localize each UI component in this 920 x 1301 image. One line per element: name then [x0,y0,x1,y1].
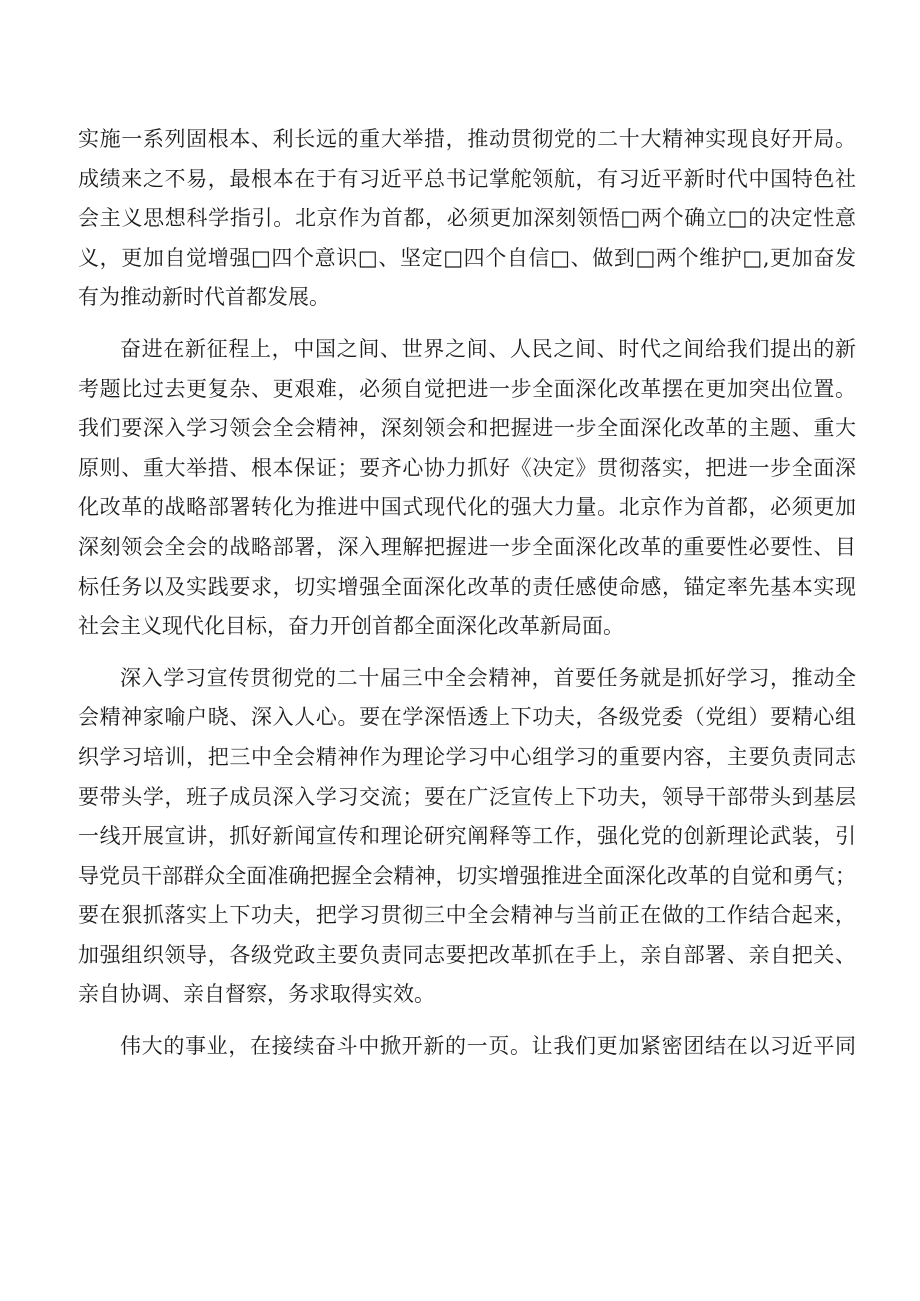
paragraph-4 [78,1027,856,1067]
text-line: 我们要深入学习领会全会精神，深刻领会和把握进一步全面深化改革的主题、重大 [78,416,856,441]
paragraph-gap [78,318,856,330]
text-line: 考题比过去更复杂、更艰难，必须自觉把进一步全面深化改革摆在更加突出位置。 [78,376,856,401]
text-line: 义，更加自觉增强□四个意识□、坚定□四个自信□、做到□两个维护□,更加奋发 [78,245,856,270]
text-line: 要在狠抓落实上下功夫，把学习贯彻三中全会精神与当前正在做的工作结合起来， [78,903,856,928]
text-line: 原则、重大举措、根本保证；要齐心协力抓好《决定》贯彻落实，把进一步全面深 [78,455,856,480]
text-line: 社会主义现代化目标，奋力开创首都全面深化改革新局面。 [78,614,624,639]
text-line: 标任务以及实践要求，切实增强全面深化改革的责任感使命感，锚定率先基本实现 [78,574,856,599]
text-line: 深入学习宣传贯彻党的二十届三中全会精神，首要任务就是抓好学习，推动全 [120,665,856,690]
text-line: 一线开展宣讲，抓好新闻宣传和理论研究阐释等工作，强化党的创新理论武装，引 [78,824,856,849]
text-line: 导党员干部群众全面准确把握全会精神，切实增强推进全面深化改革的自觉和勇气； [78,863,856,888]
text-line: 会主义思想科学指引。北京作为首都，必须更加深刻领悟□两个确立□的决定性意 [78,206,856,231]
paragraph-2 [78,330,856,647]
text-line: 伟大的事业，在接续奋斗中掀开新的一页。让我们更加紧密团结在以习近平同 [120,1034,856,1059]
text-line: 织学习培训，把三中全会精神作为理论学习中心组学习的重要内容，主要负责同志 [78,744,856,769]
text-line: 亲自协调、亲自督察，务求取得实效。 [78,982,435,1007]
paragraph-gap [78,647,856,659]
document-body [78,120,856,1067]
paragraph-gap [78,1015,856,1027]
text-line: 有为推动新时代首都发展。 [78,285,330,310]
text-line: 加强组织领导，各级党政主要负责同志要把改革抓在手上，亲自部署、亲自把关、 [78,942,856,967]
text-line: 会精神家喻户晓、深入人心。要在学深悟透上下功夫，各级党委（党组）要精心组 [78,705,856,730]
text-line: 奋进在新征程上，中国之间、世界之间、人民之间、时代之间给我们提出的新 [120,336,856,361]
text-line: 深刻领会全会的战略部署，深入理解把握进一步全面深化改革的重要性必要性、目 [78,534,856,559]
paragraph-1 [78,120,856,318]
text-line: 成绩来之不易，最根本在于有习近平总书记掌舵领航，有习近平新时代中国特色社 [78,166,856,191]
text-line: 化改革的战略部署转化为推进中国式现代化的强大力量。北京作为首都，必须更加 [78,495,856,520]
text-line: 实施一系列固根本、利长远的重大举措，推动贯彻党的二十大精神实现良好开局。 [78,127,856,151]
paragraph-3 [78,659,856,1015]
text-line: 要带头学，班子成员深入学习交流；要在广泛宣传上下功夫，领导干部带头到基层 [78,784,856,809]
